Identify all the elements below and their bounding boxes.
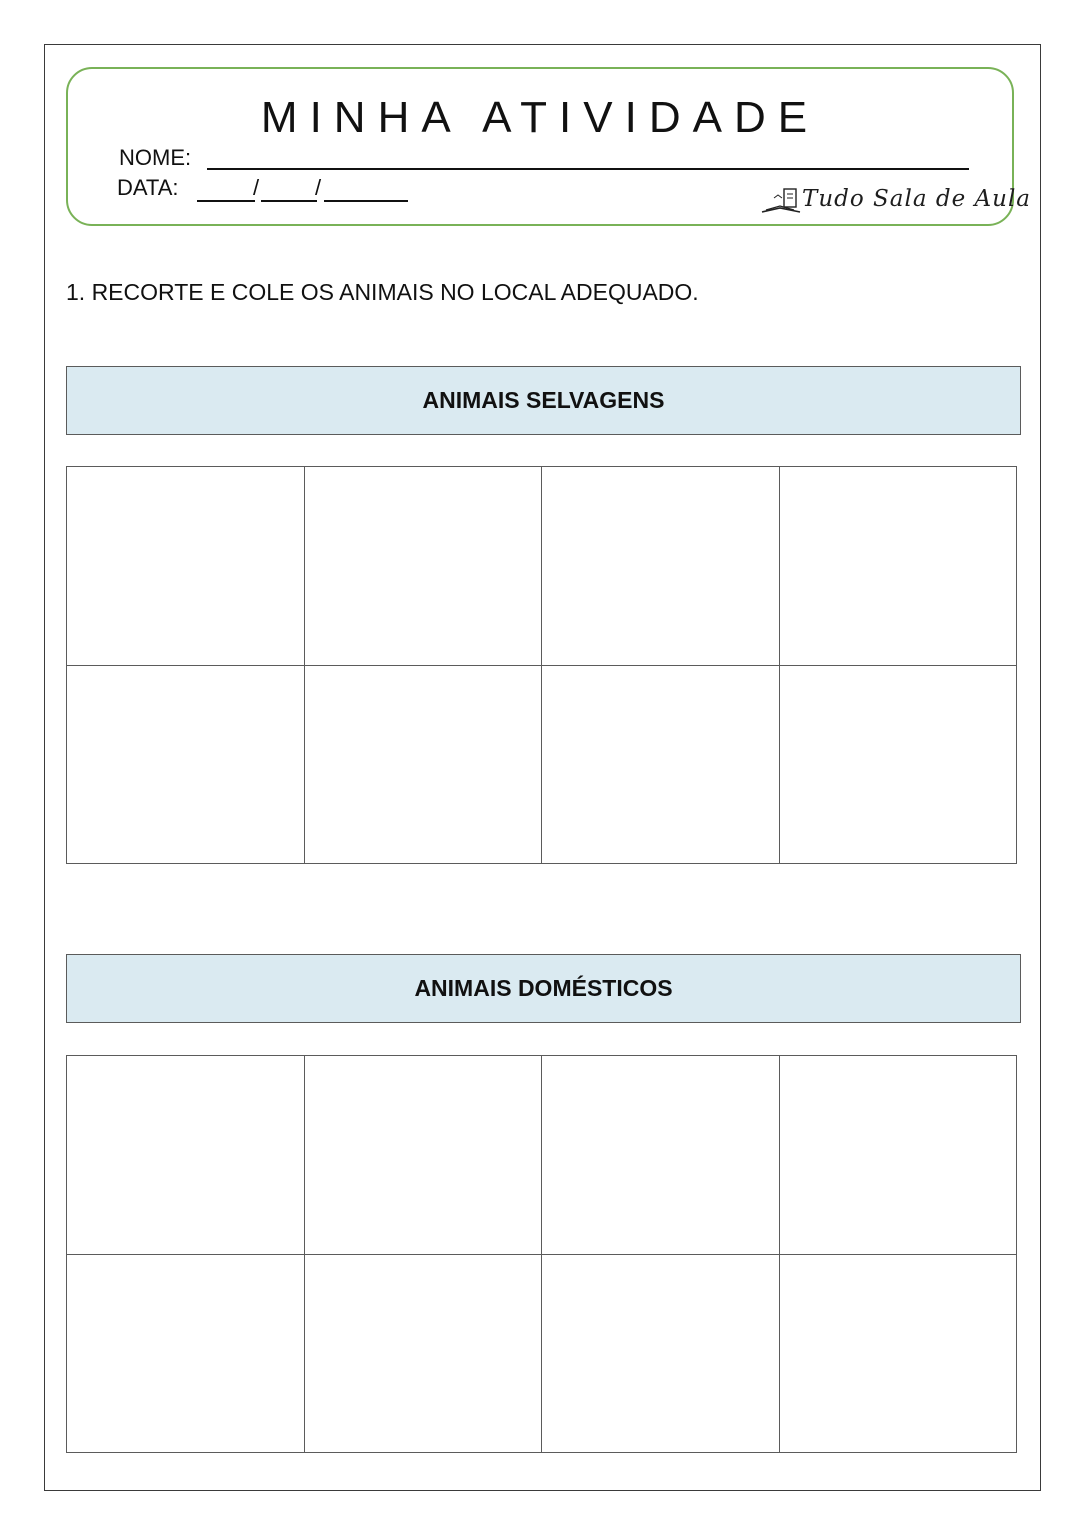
paste-cell[interactable] <box>305 1056 543 1255</box>
paste-cell[interactable] <box>542 1255 780 1454</box>
date-year-line[interactable] <box>324 200 408 202</box>
paste-cell[interactable] <box>67 1255 305 1454</box>
section-header-domestic-animals: ANIMAIS DOMÉSTICOS <box>66 954 1021 1023</box>
brand-logo <box>760 182 1032 220</box>
paste-cell[interactable] <box>780 1255 1018 1454</box>
page-title: MINHA ATIVIDADE <box>260 93 820 142</box>
name-field[interactable] <box>207 168 969 170</box>
paste-cell[interactable] <box>542 666 780 865</box>
paste-cell[interactable] <box>780 467 1018 666</box>
wild-animals-grid <box>66 466 1017 864</box>
date-month-line[interactable] <box>261 200 317 202</box>
paste-cell[interactable] <box>305 1255 543 1454</box>
paste-cell[interactable] <box>305 666 543 865</box>
paste-cell[interactable] <box>67 467 305 666</box>
paste-cell[interactable] <box>780 1056 1018 1255</box>
date-separator: / <box>315 175 322 200</box>
date-separator: / <box>253 175 260 200</box>
logo-text: Tudo Sala de Aula <box>802 186 1032 212</box>
date-label: DATA: <box>117 175 179 200</box>
domestic-animals-grid <box>66 1055 1017 1453</box>
instruction-text: 1. RECORTE E COLE OS ANIMAIS NO LOCAL ADEQUADO. <box>66 279 699 305</box>
paste-cell[interactable] <box>542 1056 780 1255</box>
section-header-wild-animals: ANIMAIS SELVAGENS <box>66 366 1021 435</box>
paste-cell[interactable] <box>542 467 780 666</box>
paste-cell[interactable] <box>780 666 1018 865</box>
name-label: NOME: <box>119 145 192 170</box>
paste-cell[interactable] <box>67 1056 305 1255</box>
book-icon <box>760 186 802 216</box>
date-day-line[interactable] <box>197 200 255 202</box>
paste-cell[interactable] <box>305 467 543 666</box>
paste-cell[interactable] <box>67 666 305 865</box>
